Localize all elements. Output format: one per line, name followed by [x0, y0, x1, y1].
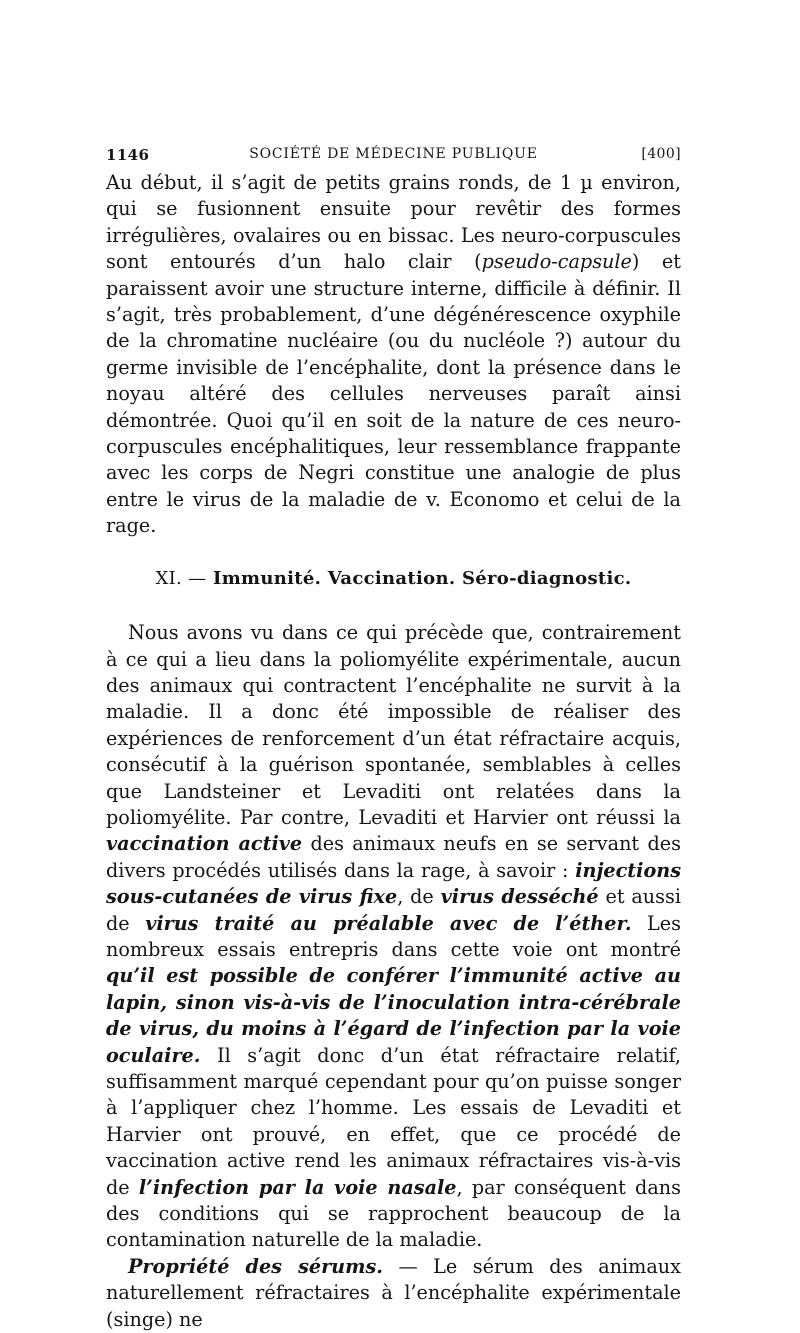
paragraph-2-italic-1: vaccination active	[106, 832, 303, 856]
paragraph-1-part-2: ) et paraissent avoir une structure interne, difficile à définir. Il s’agit, très probablement, d’une dégénérescence oxyphile de la chromatine nucléaire (ou du nucléole ?) autour du germe invisible de l’encéphalite, dont la présence dans le noyau altéré des cellules nerveuses paraît ainsi démontrée. Quoi qu’il en soit de la nature de ces neuro-corpuscules encéphalitiques, leur ressemblance frappante avec les corps de Negri constitue une analogie de plus entre le virus de la maladie de v. Economo et celui de la rage.	[106, 250, 681, 538]
page-folio: 1146	[106, 146, 150, 164]
paragraph-proprietes-serums	[106, 1254, 681, 1333]
section-number: XI. —	[155, 567, 207, 589]
paragraph-2-italic-6: l’infection par la voie nasale	[138, 1175, 457, 1199]
paragraph-2-part-6: Il s’agit donc d’un état réfractaire relatif, suffisamment marqué cependant pour qu’on puisse songer à l’appliquer chez l’homme. Les essais de Levaditi et Harvier ont prouvé, en effet, que ce procédé de vaccination active rend les animaux réfractaires vis-à-vis de	[106, 1043, 681, 1199]
running-title: SOCIÉTÉ DE MÉDECINE PUBLIQUE	[249, 146, 538, 162]
running-head	[106, 144, 681, 170]
paragraph-2-italic-2: injections sous-cutanées de virus fixe	[106, 858, 681, 909]
paragraph-2-part-7: , par conséquent dans des conditions qui se rapprochent beaucoup de la contamination naturelle de la maladie.	[106, 1175, 681, 1252]
paragraph-2-italic-4: virus traité au préalable avec de l’éther.	[145, 911, 632, 935]
page-reference: [400]	[641, 146, 681, 162]
paragraph-1-italic-pseudo-capsule: pseudo-capsule	[481, 250, 632, 274]
paragraph-2-part-5: Les nombreux essais entrepris dans cette voie ont montré	[106, 911, 681, 961]
paragraph-2-italic-5: qu’il est possible de conférer l’immunité active au lapin, sinon vis-à-vis de l’inoculation intra-cérébrale de virus, du moins à l’égard de l’infection par la voie oculaire.	[106, 964, 681, 1067]
paragraph-immunite	[106, 620, 681, 1254]
paragraph-2-part-2: des animaux neufs en se servant des divers procédés utilisés dans la rage, à savoir :	[106, 832, 681, 882]
paragraph-2-part-3: , de	[397, 885, 441, 909]
paragraph-2-italic-3: virus desséché	[440, 885, 599, 909]
paragraph-1-part-1: Au début, il s’agit de petits grains ronds, de 1 µ environ, qui se fusionnent ensuite pour revêtir des formes irrégulières, ovalaires ou en bissac. Les neuro-corpuscules sont entourés d’un halo clair (	[106, 171, 681, 274]
section-title: Immunité. Vaccination. Séro-diagnostic.	[212, 567, 632, 589]
paragraph-neuro-corpuscules	[106, 170, 681, 540]
book-page	[106, 144, 681, 1333]
paragraph-3-part-1: — Le sérum des animaux naturellement réfractaires à l’encéphalite expérimentale (singe) ne	[106, 1254, 681, 1331]
section-heading	[106, 566, 681, 592]
paragraph-2-part-1: Nous avons vu dans ce qui précède que, contrairement à ce qui a lieu dans la poliomyélite expérimentale, aucun des animaux qui contractent l’encéphalite ne survit à la maladie. Il a donc été impossible de réaliser des expériences de renforcement d’un état réfractaire acquis, consécutif à la guérison spontanée, semblables à celles que Landsteiner et Levaditi ont relatées dans la poliomyélite. Par contre, Levaditi et Harvier ont réussi la	[106, 621, 681, 829]
paragraph-3-italic-heading: Propriété des sérums.	[128, 1254, 383, 1278]
paragraph-2-part-4: et aussi de	[106, 885, 681, 935]
body-text	[106, 170, 681, 1333]
